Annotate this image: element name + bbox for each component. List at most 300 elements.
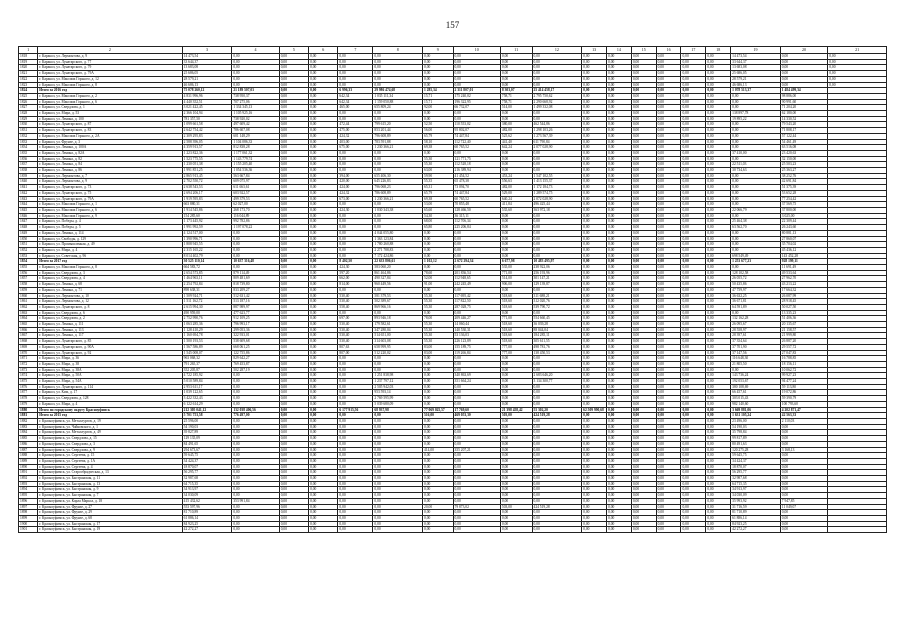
value-cell: 0,00 [631, 441, 656, 447]
value-cell: 0,00 [681, 265, 706, 271]
row-number-cell: 1900 [19, 521, 38, 527]
value-cell: 363 972,18 [532, 207, 582, 213]
row-number-cell: 1852 [19, 247, 38, 253]
value-cell: 0,00 [656, 145, 681, 151]
value-cell: 0,00 [453, 111, 500, 117]
value-cell: 11 049,07 [780, 504, 827, 510]
value-cell: 42 563,33 [780, 413, 827, 419]
value-cell: 0,00 [232, 430, 279, 436]
value-cell: 0,00 [279, 476, 308, 482]
column-number-row [19, 47, 887, 54]
address-cell: г. Каракол, ул. Свердлова, д. 4 [38, 276, 182, 282]
address-cell: г. Каракол, ул. Свердлова, д. 128 [38, 396, 182, 402]
address-cell: г. Каракол, ул. Фрунзе, д. 3 [38, 139, 182, 145]
value-cell: 0,00 [607, 396, 632, 402]
value-cell: 0,00 [309, 88, 338, 94]
value-cell: 0,00 [681, 344, 706, 350]
value-cell: 0,00 [582, 310, 607, 316]
address-cell: г. Красноуфимск, ул. Свердлова, д. 9 [38, 447, 182, 453]
value-cell: 2 683 646,20 [532, 373, 582, 379]
value-cell: 0,00 [232, 82, 279, 88]
value-cell: 0,00 [309, 139, 338, 145]
value-cell: 0,00 [309, 156, 338, 162]
value-cell: 0,00 [706, 196, 731, 202]
value-cell: 155 189,75 [453, 344, 500, 350]
value-cell: 0,00 [681, 88, 706, 94]
value-cell: 0,00 [309, 510, 338, 516]
value-cell: 0,00 [338, 71, 373, 77]
value-cell: 645 226,83 [373, 179, 423, 185]
value-cell: 0,00 [309, 242, 338, 248]
value-cell: 786 607,08 [232, 128, 279, 134]
row-number-cell: 1839 [19, 173, 38, 179]
value-cell: 0,00 [309, 350, 338, 356]
value-cell: 662,00 [338, 276, 373, 282]
value-cell: 0,00 [338, 373, 373, 379]
value-cell: 814,00 [338, 282, 373, 288]
value-cell: 120 275,28 [731, 447, 781, 453]
value-cell: 0,00 [582, 510, 607, 516]
value-cell: 502 287,19 [232, 367, 279, 373]
value-cell: 2 271 788,83 [373, 247, 423, 253]
value-cell: 0,00 [338, 82, 373, 88]
value-cell: 0,00 [423, 481, 453, 487]
value-cell: 322 933,01 [232, 333, 279, 339]
value-cell: 0,00 [706, 168, 731, 174]
value-cell: 0,00 [706, 259, 731, 265]
value-cell: 14 473,54 [182, 54, 232, 60]
value-cell: 2 654 573,85 [182, 270, 232, 276]
value-cell: 6 122 614,29 [182, 401, 232, 407]
value-cell: 4 440 352,51 [182, 99, 232, 105]
value-cell: 771,00 [500, 316, 532, 322]
address-cell: г. Каракол, ул. Лунатарского, д. 75 [38, 190, 182, 196]
value-cell: 0,00 [706, 225, 731, 231]
address-cell: г. Красноуфимск, ул. Свердлова, д. 3 [38, 441, 182, 447]
value-cell: 0,00 [631, 111, 656, 117]
value-cell: 0,00 [338, 510, 373, 516]
value-cell: 84 923,25 [182, 521, 232, 527]
value-cell: 15,71 [423, 93, 453, 99]
value-cell: 777,00 [500, 344, 532, 350]
value-cell: 6 996,33 [338, 88, 373, 94]
value-cell: 0,00 [279, 527, 308, 533]
value-cell: 0,00 [706, 447, 731, 453]
value-cell: 0,00 [706, 82, 731, 88]
value-cell: 0,00 [607, 82, 632, 88]
value-cell: 65,80 [423, 225, 453, 231]
value-cell: 0,00 [656, 356, 681, 362]
row-number-cell: 1834 [19, 145, 38, 151]
value-cell: 0,00 [338, 464, 373, 470]
row-number-cell: 1835 [19, 150, 38, 156]
row-number-cell: 1850 [19, 236, 38, 242]
value-cell: 0,00 [656, 339, 681, 345]
value-cell: 0,00 [681, 122, 706, 128]
value-cell: 0,00 [338, 361, 373, 367]
value-cell: 0,00 [631, 71, 656, 77]
value-cell: 0,00 [279, 430, 308, 436]
value-cell: 0,00 [681, 458, 706, 464]
value-cell: 518,60 [500, 304, 532, 310]
value-cell: 0,00 [656, 162, 681, 168]
value-cell: 558,40 [338, 304, 373, 310]
value-cell: 0,00 [607, 498, 632, 504]
value-cell: 0,00 [706, 139, 731, 145]
value-cell: 0,00 [582, 54, 607, 60]
value-cell: 268 173,70 [232, 207, 279, 213]
value-cell: 3 021 422,45 [182, 105, 232, 111]
value-cell: 0,00 [706, 304, 731, 310]
value-cell: 0,00 [309, 464, 338, 470]
value-cell: 28 918,45 [780, 299, 827, 305]
value-cell: 0,00 [309, 424, 338, 430]
value-cell: 0,00 [423, 150, 453, 156]
value-cell: 0,00 [706, 419, 731, 425]
column-number: 6 [309, 47, 338, 54]
value-cell: 0,00 [423, 498, 453, 504]
value-cell: 0,00 [706, 504, 731, 510]
address-cell: г. Каракол, ул. Свердлова, д. 2 [38, 316, 182, 322]
address-cell: г. Каракол, ул. Максима Горького, д. 1 [38, 202, 182, 208]
value-cell: 0,00 [453, 441, 500, 447]
value-cell: 0,00 [309, 196, 338, 202]
value-cell: 0,00 [232, 379, 279, 385]
value-cell: 8 402,50 [338, 259, 373, 265]
value-cell: 0,00 [500, 71, 532, 77]
value-cell: 0,00 [731, 93, 781, 99]
value-cell: 1 511 162,72 [182, 299, 232, 305]
value-cell: 46 686,13 [731, 82, 781, 88]
value-cell: 0,00 [279, 293, 308, 299]
value-cell: 3 669 881,06 [731, 407, 781, 413]
value-cell: 0,00 [706, 481, 731, 487]
value-cell: 0,00 [232, 373, 279, 379]
value-cell: 0,00 [453, 287, 500, 293]
row-number-cell: 1837 [19, 162, 38, 168]
value-cell: 0,00 [232, 265, 279, 271]
value-cell: 28 579,21 [731, 76, 781, 82]
value-cell: 0,00 [309, 504, 338, 510]
value-cell: 0,00 [706, 247, 731, 253]
value-cell: 0,00 [582, 219, 607, 225]
value-cell: 22 633 806,61 [373, 259, 423, 265]
column-number: 9 [423, 47, 453, 54]
value-cell: 0,00 [607, 493, 632, 499]
value-cell: 65 478,38 [453, 179, 500, 185]
value-cell: 0,00 [582, 504, 607, 510]
value-cell: 60 765,52 [453, 196, 500, 202]
value-cell: 0,00 [500, 116, 532, 122]
address-cell: г. Каракол, ул. Максима Горького, д. 6 [38, 207, 182, 213]
value-cell: 0,00 [780, 464, 827, 470]
value-cell: 0,00 [532, 453, 582, 459]
value-cell: 2 642 754,42 [182, 128, 232, 134]
value-cell: 35 798,84 [731, 430, 781, 436]
value-cell: 0,00 [607, 390, 632, 396]
value-cell: 0,00 [500, 219, 532, 225]
value-cell: 0,00 [706, 162, 731, 168]
value-cell: 0,00 [453, 236, 500, 242]
value-cell: 0,00 [338, 287, 373, 293]
value-cell: 0,00 [309, 344, 338, 350]
value-cell: 0,00 [338, 521, 373, 527]
value-cell: 128 102,58 [731, 270, 781, 276]
value-cell: 0,00 [500, 430, 532, 436]
value-cell: 1 223 822,36 [182, 150, 232, 156]
value-cell: 22 309,44 [780, 219, 827, 225]
value-cell: 0,00 [582, 424, 607, 430]
column-number: 21 [828, 47, 887, 54]
value-cell: 0,00 [279, 470, 308, 476]
address-cell: г. Красноуфимск, ул. Быстрянская, д. 9 [38, 487, 182, 493]
value-cell: 503,00 [500, 504, 532, 510]
value-cell: 1 547 102,55 [532, 173, 582, 179]
value-cell: 1 230 366,21 [373, 145, 423, 151]
value-cell: 0,00 [607, 145, 632, 151]
value-cell: 0,00 [706, 316, 731, 322]
value-cell: 611 790,84 [532, 139, 582, 145]
value-cell: 0,00 [681, 476, 706, 482]
value-cell: 0,00 [681, 225, 706, 231]
value-cell: 0,00 [681, 293, 706, 299]
value-cell: 32 150,00 [780, 156, 827, 162]
value-cell: 777,00 [500, 350, 532, 356]
address-cell: г. Каракол, ул. Ленина, д. 84 [38, 162, 182, 168]
value-cell: 13 683,08 [182, 65, 232, 71]
value-cell: 514,00 [500, 276, 532, 282]
value-cell: 0,00 [681, 430, 706, 436]
value-cell: 0,00 [631, 168, 656, 174]
value-cell: 0,00 [607, 259, 632, 265]
value-cell: 0,00 [582, 401, 607, 407]
value-cell: 0,00 [532, 247, 582, 253]
value-cell: 27 962,70 [780, 276, 827, 282]
value-cell: 0,00 [453, 71, 500, 77]
value-cell: 2 672 294,34 [453, 259, 500, 265]
value-cell: 0,00 [232, 493, 279, 499]
value-cell: 0,00 [500, 361, 532, 367]
value-cell: 0,00 [373, 65, 423, 71]
value-cell: 26 887,20 [780, 339, 827, 345]
value-cell: 0,00 [631, 430, 656, 436]
value-cell: 0,00 [731, 173, 781, 179]
value-cell: 771,00 [500, 270, 532, 276]
value-cell: 0,00 [706, 99, 731, 105]
value-cell: 887 989,97 [232, 304, 279, 310]
value-cell: 642,34 [338, 99, 373, 105]
value-cell: 0,00 [656, 498, 681, 504]
value-cell: 45 436,12 [780, 247, 827, 253]
value-cell: 0,00 [309, 54, 338, 60]
value-cell: 0,00 [338, 413, 373, 419]
value-cell: 39 827,89 [182, 430, 232, 436]
address-cell: г. Красноуфимск, ул. Фрунзе, д. 27 [38, 504, 182, 510]
value-cell: 0,00 [453, 384, 500, 390]
value-cell: 0,00 [681, 71, 706, 77]
value-cell: 0,00 [780, 515, 827, 521]
value-cell: 663 880,31 [182, 202, 232, 208]
value-cell: 0,00 [631, 202, 656, 208]
value-cell: 0,00 [828, 59, 887, 65]
value-cell: 0,00 [706, 413, 731, 419]
value-cell: 469 053,30 [453, 413, 500, 419]
value-cell: 0,00 [656, 219, 681, 225]
value-cell: 424 519,28 [532, 413, 582, 419]
value-cell: 1 030 343,38 [373, 207, 423, 213]
value-cell: 70 855,48 [453, 202, 500, 208]
address-cell: г. Каракол, ул. Лермонтова, д. 7 [38, 173, 182, 179]
value-cell: 0,00 [279, 71, 308, 77]
value-cell: 59 390,79 [780, 396, 827, 402]
value-cell: 953 593,14 [373, 390, 423, 396]
value-cell: 46 686,13 [182, 82, 232, 88]
value-cell: 0,00 [532, 436, 582, 442]
value-cell: 0,00 [631, 333, 656, 339]
value-cell: 0,00 [232, 504, 279, 510]
value-cell: 0,00 [423, 111, 453, 117]
value-cell: 482,00 [500, 128, 532, 134]
value-cell: 0,00 [780, 436, 827, 442]
value-cell: 0,00 [582, 122, 607, 128]
value-cell: 54 461,49 [780, 139, 827, 145]
value-cell: 51 375,39 [780, 185, 827, 191]
value-cell: 0,00 [532, 168, 582, 174]
value-cell: 19 895,22 [731, 116, 781, 122]
value-cell: 0,00 [309, 82, 338, 88]
value-cell: 0,00 [828, 71, 887, 77]
value-cell: 0,00 [338, 156, 373, 162]
value-cell: 37 701,90 [731, 344, 781, 350]
value-cell: 41 454,52 [453, 173, 500, 179]
value-cell: 783 591,88 [373, 139, 423, 145]
value-cell: 0,00 [631, 190, 656, 196]
value-cell: 117 695,42 [453, 293, 500, 299]
value-cell: 0,00 [607, 361, 632, 367]
value-cell: 0,00 [631, 481, 656, 487]
value-cell: 0,00 [582, 476, 607, 482]
value-cell: 13 683,08 [731, 65, 781, 71]
row-number-cell: 1861 [19, 299, 38, 305]
value-cell: 0,00 [309, 322, 338, 328]
value-cell: 0,00 [309, 185, 338, 191]
value-cell: 0,00 [532, 401, 582, 407]
value-cell: 0,00 [607, 350, 632, 356]
value-cell: 0,00 [607, 510, 632, 516]
value-cell: 0,00 [279, 504, 308, 510]
value-cell: 175 240,02 [453, 93, 500, 99]
value-cell: 0,00 [532, 162, 582, 168]
value-cell: 0,00 [582, 128, 607, 134]
value-cell: 0,00 [681, 515, 706, 521]
value-cell: 0,00 [532, 71, 582, 77]
value-cell: 0,00 [656, 510, 681, 516]
value-cell: 0,00 [731, 156, 781, 162]
value-cell: 781 357,50 [182, 116, 232, 122]
table-row [19, 527, 887, 533]
address-cell: г. Каракол, ул. Ленина, д. 117 [38, 333, 182, 339]
value-cell: 0,00 [582, 299, 607, 305]
value-cell: 0,00 [373, 424, 423, 430]
address-cell: г. Каракол, ул. Ленина, д. 100А [38, 145, 182, 151]
value-cell: 0,00 [631, 270, 656, 276]
value-cell: 0,00 [681, 207, 706, 213]
value-cell: 0,00 [582, 527, 607, 533]
value-cell: 655 809,24 [373, 105, 423, 111]
value-cell: 110 553,02 [453, 122, 500, 128]
value-cell: 16 788,85 [780, 356, 827, 362]
value-cell: 513 187,16 [232, 299, 279, 305]
value-cell: 0,00 [607, 316, 632, 322]
value-cell: 0,00 [532, 498, 582, 504]
value-cell: 0,00 [631, 407, 656, 413]
value-cell: 0,00 [532, 481, 582, 487]
value-cell: 518,60 [500, 339, 532, 345]
column-number: 2 [38, 47, 182, 54]
value-cell: 0,00 [681, 367, 706, 373]
value-cell: 11 691,49 [780, 265, 827, 271]
value-cell: 112 722,40 [453, 139, 500, 145]
value-cell: 0,00 [309, 453, 338, 459]
value-cell: 0,00 [681, 413, 706, 419]
value-cell: 497 609,42 [232, 122, 279, 128]
value-cell: 22 511,03 [731, 162, 781, 168]
value-cell: 18 156,11 [780, 361, 827, 367]
value-cell: 0,00 [279, 384, 308, 390]
value-cell: 0,00 [423, 396, 453, 402]
value-cell: 0,00 [453, 310, 500, 316]
value-cell: 0,00 [500, 59, 532, 65]
value-cell: 0,00 [309, 207, 338, 213]
value-cell: 0,00 [423, 230, 453, 236]
value-cell: 0,00 [500, 310, 532, 316]
value-cell: 0,00 [780, 65, 827, 71]
row-number-cell: 1826 [19, 99, 38, 105]
value-cell: 0,00 [631, 139, 656, 145]
value-cell: 0,00 [706, 173, 731, 179]
value-cell: 0,00 [731, 185, 781, 191]
value-cell: 66 732,07 [453, 105, 500, 111]
value-cell: 0,00 [309, 396, 338, 402]
value-cell: 1 991 992,59 [182, 225, 232, 231]
value-cell: 0,00 [232, 419, 279, 425]
value-cell: 56 295,77 [182, 470, 232, 476]
value-cell: 0,00 [279, 253, 308, 259]
value-cell: 0,00 [656, 458, 681, 464]
value-cell: 0,00 [607, 54, 632, 60]
column-number: 4 [232, 47, 279, 54]
value-cell: 0,00 [681, 322, 706, 328]
row-number-cell: 1890 [19, 464, 38, 470]
value-cell: 0,00 [279, 521, 308, 527]
value-cell: 0,00 [656, 71, 681, 77]
value-cell: 0,00 [631, 344, 656, 350]
value-cell: 7 172 424,86 [373, 253, 423, 259]
value-cell: 0,00 [532, 487, 582, 493]
value-cell: 0,00 [656, 361, 681, 367]
address-cell: г. Красноуфимск, ул. Быстрянская, д. 19 [38, 527, 182, 533]
value-cell: 0,00 [582, 339, 607, 345]
value-cell: 0,00 [706, 270, 731, 276]
address-cell: г. Каракол, ул. Ленина, д. 86 [38, 168, 182, 174]
row-number-cell: 1845 [19, 207, 38, 213]
value-cell: 1 363 123,84 [373, 236, 423, 242]
value-cell: 0,00 [731, 230, 781, 236]
row-number-cell: 1884 [19, 430, 38, 436]
value-cell: 0,00 [423, 458, 453, 464]
value-cell: 403,00 [338, 139, 373, 145]
value-cell: 0,00 [607, 407, 632, 413]
